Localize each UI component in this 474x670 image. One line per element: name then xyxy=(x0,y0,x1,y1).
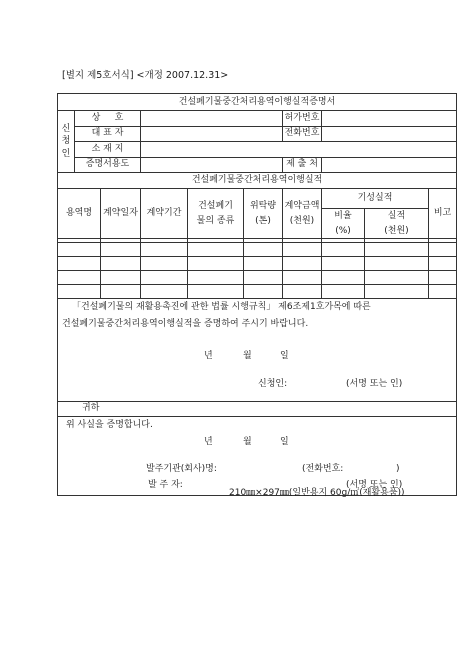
issuer-phone-label: (전화번호: xyxy=(302,464,344,474)
applicant-side-char: 인 xyxy=(61,148,71,159)
applicant-signature-label: 신청인: xyxy=(258,379,288,389)
table-cell[interactable] xyxy=(322,271,365,285)
request-statement-line: 건설폐기물중간처리용역이행실적을 증명하여 주시기 바랍니다. xyxy=(62,319,309,329)
representative-field[interactable] xyxy=(141,126,283,142)
contract-amount-header-line: 계약금액 xyxy=(284,201,320,212)
issuer-label: 발주기관(회사)명: xyxy=(146,464,217,474)
issuer-phone-close: ) xyxy=(396,464,400,474)
form-caption: [별지 제5호서식] <개정 2007.12.31> xyxy=(62,70,229,81)
orderer-sign-note: (서명 또는 인) xyxy=(346,480,403,490)
contract-period-header: 계약기간 xyxy=(141,189,188,239)
table-row xyxy=(58,257,457,271)
performance-header: 기성실적 xyxy=(322,189,429,209)
table-cell[interactable] xyxy=(244,243,283,257)
table-cell[interactable] xyxy=(188,243,244,257)
company-name-field[interactable] xyxy=(141,111,283,127)
applicant-side-char: 청 xyxy=(61,136,71,147)
applicant-side-label xyxy=(58,111,75,173)
ratio-header-line: (%) xyxy=(335,225,351,236)
table-cell[interactable] xyxy=(188,285,244,299)
request-date-year: 년 xyxy=(204,351,213,361)
table-cell[interactable] xyxy=(365,243,429,257)
table-cell[interactable] xyxy=(188,271,244,285)
table-cell[interactable] xyxy=(429,243,457,257)
purpose-field[interactable] xyxy=(141,157,283,173)
certification-date-day: 일 xyxy=(280,437,289,447)
table-cell[interactable] xyxy=(365,257,429,271)
certificate-form xyxy=(57,93,457,496)
records-title: 건설폐기물중간처리용역이행실적 xyxy=(58,173,457,189)
table-row xyxy=(58,271,457,285)
table-cell[interactable] xyxy=(141,243,188,257)
certification-date-month: 월 xyxy=(243,437,252,447)
waste-type-header xyxy=(188,189,244,239)
service-name-header: 용역명 xyxy=(58,189,101,239)
table-row xyxy=(58,243,457,257)
submit-to-label: 제 출 처 xyxy=(283,157,322,173)
orderer-label: 발 주 자: xyxy=(148,480,183,490)
table-cell[interactable] xyxy=(283,243,322,257)
table-cell[interactable] xyxy=(365,285,429,299)
representative-label: 대 표 자 xyxy=(75,126,141,142)
table-cell[interactable] xyxy=(58,257,101,271)
remarks-header: 비고 xyxy=(429,189,457,239)
applicant-sign-note: (서명 또는 인) xyxy=(346,379,403,389)
table-cell[interactable] xyxy=(101,243,141,257)
paper-spec-footnote: 210㎜×297㎜(일반용지 60g/㎡(재활용품)) xyxy=(229,488,405,498)
table-cell[interactable] xyxy=(322,257,365,271)
license-number-label: 허가번호 xyxy=(283,111,322,127)
table-cell[interactable] xyxy=(244,257,283,271)
table-cell[interactable] xyxy=(244,285,283,299)
license-number-field[interactable] xyxy=(322,111,457,127)
table-cell[interactable] xyxy=(429,285,457,299)
contract-amount-header xyxy=(283,189,322,239)
phone-number-field[interactable] xyxy=(322,126,457,142)
table-cell[interactable] xyxy=(101,271,141,285)
table-cell[interactable] xyxy=(283,257,322,271)
certification-statement: 위 사실을 증명합니다. xyxy=(66,420,153,430)
certification-date-year: 년 xyxy=(204,437,213,447)
table-cell[interactable] xyxy=(429,257,457,271)
table-cell[interactable] xyxy=(429,271,457,285)
quantity-header-line: (톤) xyxy=(255,215,271,226)
phone-number-label: 전화번호 xyxy=(283,126,322,142)
ratio-header xyxy=(322,209,365,239)
table-cell[interactable] xyxy=(58,271,101,285)
form-title: 건설폐기물중간처리용역이행실적증명서 xyxy=(58,94,457,111)
table-cell[interactable] xyxy=(101,285,141,299)
table-cell[interactable] xyxy=(141,285,188,299)
table-row xyxy=(58,285,457,299)
applicant-side-char: 신 xyxy=(61,124,71,135)
table-cell[interactable] xyxy=(141,271,188,285)
table-cell[interactable] xyxy=(322,285,365,299)
contract-date-header: 계약일자 xyxy=(101,189,141,239)
certification-block xyxy=(58,417,457,496)
company-name-label: 상 호 xyxy=(75,111,141,127)
request-date-day: 일 xyxy=(280,351,289,361)
addressee-row xyxy=(58,402,457,417)
address-field[interactable] xyxy=(141,142,457,158)
table-cell[interactable] xyxy=(141,257,188,271)
address-label: 소 재 지 xyxy=(75,142,141,158)
table-cell[interactable] xyxy=(244,271,283,285)
quantity-header-line: 위탁량 xyxy=(249,201,277,212)
actual-header xyxy=(365,209,429,239)
waste-type-header-line: 물의 종류 xyxy=(196,215,235,226)
addressee: 귀하 xyxy=(82,403,100,413)
table-cell[interactable] xyxy=(101,257,141,271)
table-cell[interactable] xyxy=(58,285,101,299)
request-date-month: 월 xyxy=(243,351,252,361)
request-statement-line: 「건설폐기물의 재활용촉진에 관한 법률 시행규칙」 제6조제1호가목에 따른 xyxy=(72,302,371,312)
table-cell[interactable] xyxy=(58,243,101,257)
contract-amount-header-line: (천원) xyxy=(289,215,315,226)
table-cell[interactable] xyxy=(283,285,322,299)
table-cell[interactable] xyxy=(283,271,322,285)
table-cell[interactable] xyxy=(365,271,429,285)
actual-header-line: 실적 xyxy=(387,211,406,222)
submit-to-field[interactable] xyxy=(322,157,457,173)
request-statement-block xyxy=(58,299,457,402)
purpose-label: 증명서용도 xyxy=(75,157,141,173)
table-cell[interactable] xyxy=(322,243,365,257)
waste-type-header-line: 건설폐기 xyxy=(198,201,233,212)
actual-header-line: (천원) xyxy=(384,225,409,236)
ratio-header-line: 비율 xyxy=(334,211,352,222)
table-cell[interactable] xyxy=(188,257,244,271)
quantity-header xyxy=(244,189,283,239)
